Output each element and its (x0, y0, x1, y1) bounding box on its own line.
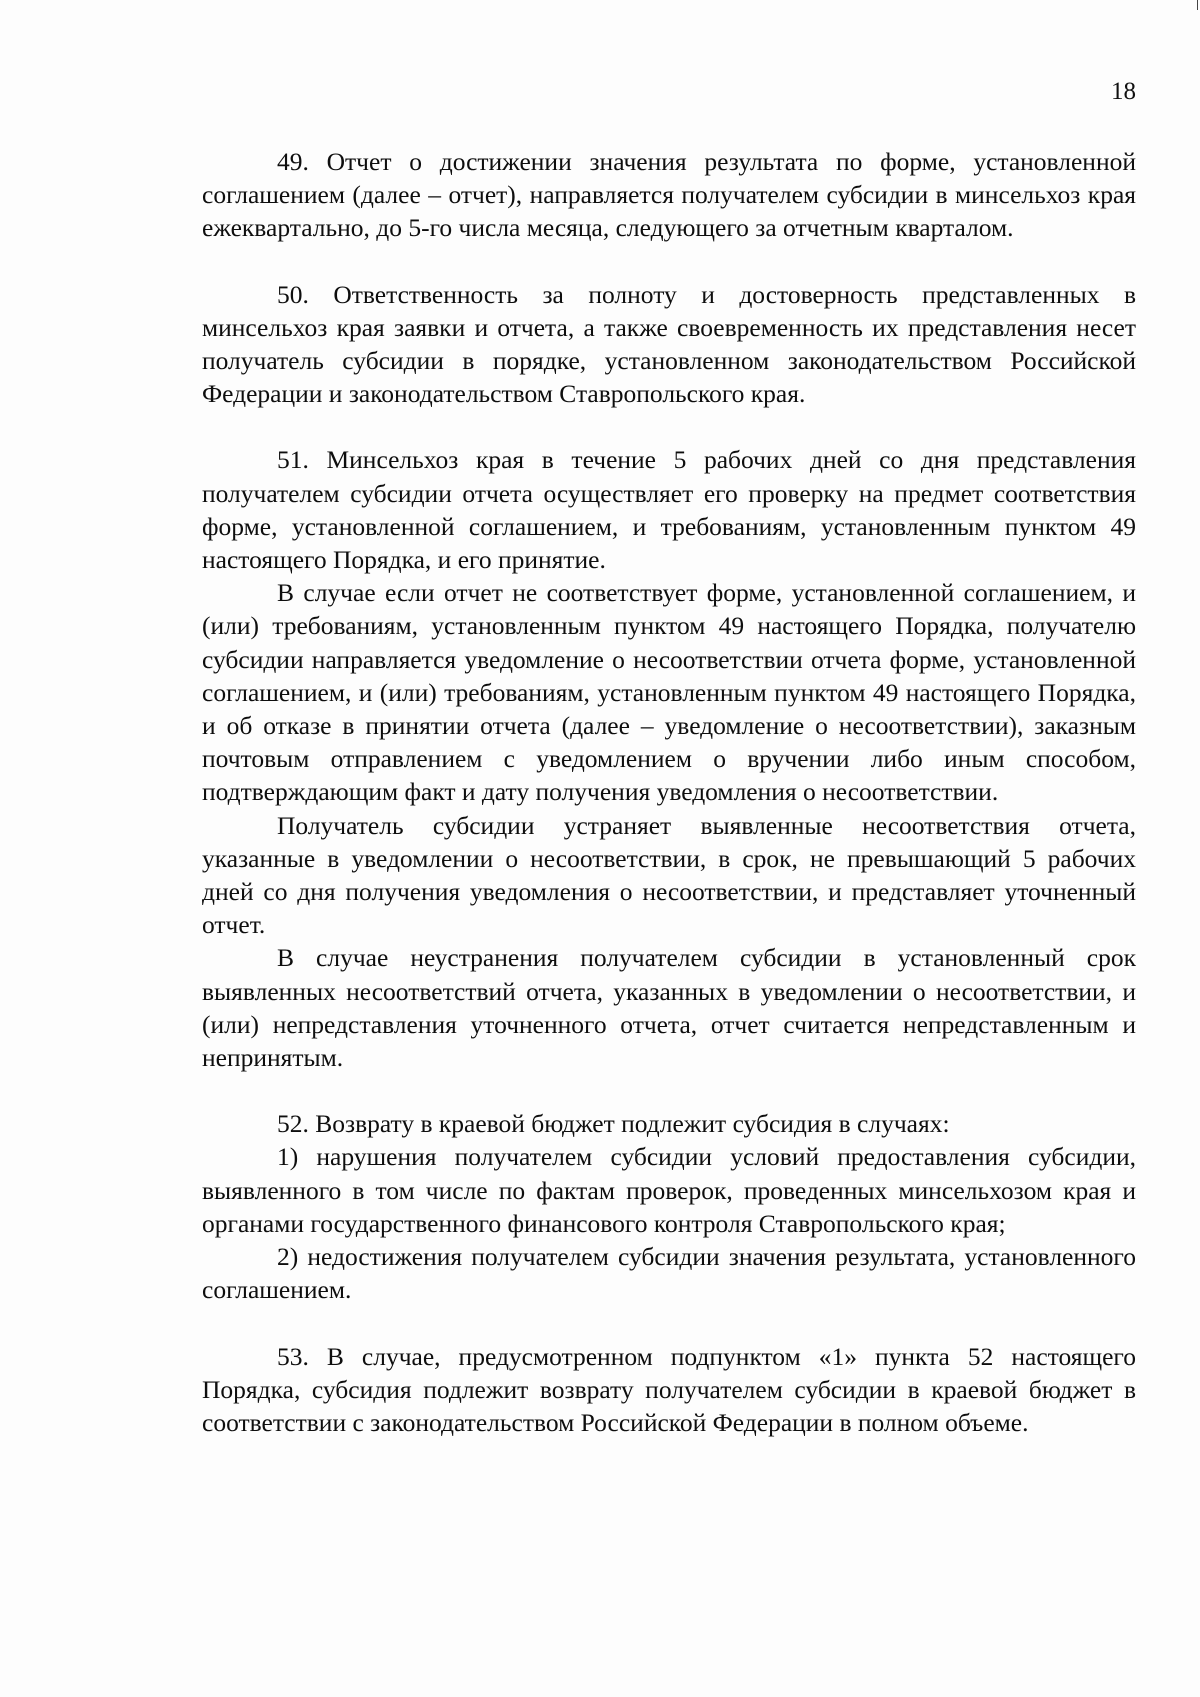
document-body (202, 145, 1136, 1439)
paragraph-52-item-1: 1) нарушения получателем субсидии условий предоставления субсидии, выявленного в том числе по фактам проверок, проведенных минсельхозом края и органами государственного финансового контроля Ставропольского края; (202, 1142, 1136, 1238)
page-number: 18 (1111, 78, 1136, 105)
paragraph-51-nonconformity: В случае если отчет не соответствует форме, установленной соглашением, и (или) требованиям, установленным пунктом 49 настоящего Порядка, получателю субсидии направляется уведомление о несоответствии отчета форме, установленной соглашением, и (или) требованиям, установленным пунктом 49 настоящего Порядка, и об отказе в принятии отчета (далее – уведомление о несоответствии), заказным почтовым отправлением с уведомлением о вручении либо иным способом, подтверждающим факт и дату получения уведомления о несоответствии. (202, 578, 1136, 807)
paragraph-51: 51. Минсельхоз края в течение 5 рабочих дней со дня представления получателем субсидии отчета осуществляет его проверку на предмет соответствия форме, установленной соглашением, и требованиям, установленным пунктом 49 настоящего Порядка, и его принятие. (202, 445, 1136, 575)
paragraph-51-rejection: В случае неустранения получателем субсидии в установленный срок выявленных несоответствий отчета, указанных в уведомлении о несоответствии, и (или) непредставления уточненного отчета, отчет считается непредставленным и непринятым. (202, 943, 1136, 1073)
paragraph-49: 49. Отчет о достижении значения результата по форме, установленной соглашением (далее – отчет), направляется получателем субсидии в минсельхоз края ежеквартально, до 5-го числа месяца, следующего за отчетным кварталом. (202, 147, 1136, 243)
paragraph-50: 50. Ответственность за полноту и достоверность представленных в минсельхоз края заявки и отчета, а также своевременность их представления несет получатель субсидии в порядке, установленном законодательством Российской Федерации и законодательством Ставропольского края. (202, 279, 1136, 409)
paragraph-52: 52. Возврату в краевой бюджет подлежит субсидия в случаях: (277, 1109, 950, 1139)
paragraph-52-item-2: 2) недостижения получателем субсидии значения результата, установленного соглашением. (202, 1242, 1136, 1305)
paragraph-53: 53. В случае, предусмотренном подпунктом «1» пункта 52 настоящего Порядка, субсидия подлежит возврату получателем субсидии в краевой бюджет в соответствии с законодательством Российской Федерации в полном объеме. (202, 1341, 1136, 1437)
paragraph-51-correction: Получатель субсидии устраняет выявленные несоответствия отчета, указанные в уведомлении о несоответствии, в срок, не превышающий 5 рабочих дней со дня получения уведомления о несоответствии, и представляет уточненный отчет. (202, 810, 1136, 940)
scan-edge-mark (1197, 0, 1198, 10)
